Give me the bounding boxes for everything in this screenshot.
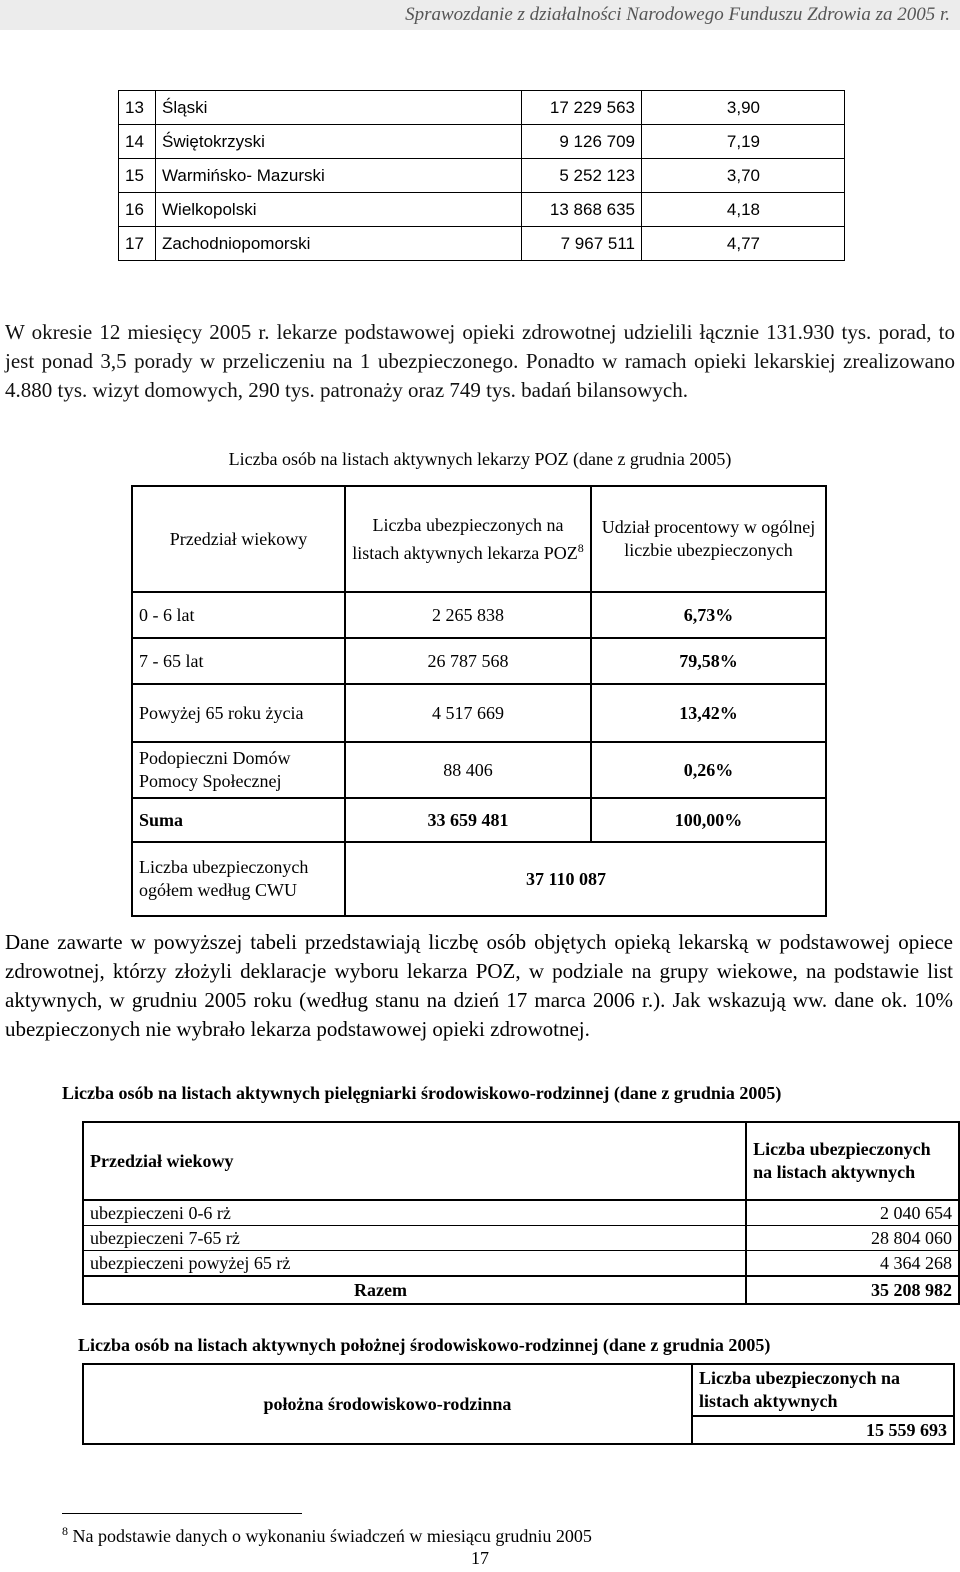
poz-sum-row xyxy=(132,798,826,842)
region-number: 16 xyxy=(119,193,156,227)
table-row xyxy=(119,227,845,261)
poz-header-share: Udział procentowy w ogólnej liczbie ubezpieczonych xyxy=(591,486,826,592)
region-name: Świętokrzyski xyxy=(156,125,522,159)
table-row xyxy=(132,638,826,684)
table-row xyxy=(119,193,845,227)
poz-share: 13,42% xyxy=(591,684,826,742)
header-title: Sprawozdanie z działalności Narodowego Funduszu Zdrowia za 2005 r. xyxy=(405,4,950,25)
poz-header-row xyxy=(132,486,826,592)
poz-cwu-label: Liczba ubezpieczonych ogółem według CWU xyxy=(132,842,345,916)
footnote-number: 8 xyxy=(62,1524,68,1538)
region-value: 7 967 511 xyxy=(522,227,642,261)
regions-table xyxy=(118,90,845,261)
table-row xyxy=(132,592,826,638)
table-row xyxy=(132,742,826,798)
nurse-header-row xyxy=(83,1122,959,1200)
region-number: 15 xyxy=(119,159,156,193)
nurse-age: ubezpieczeni powyżej 65 rż xyxy=(83,1251,746,1277)
table-row xyxy=(83,1226,959,1251)
poz-age: 0 - 6 lat xyxy=(132,592,345,638)
poz-header-count-text: Liczba ubezpieczonych na listach aktywnych lekarza POZ xyxy=(352,514,578,563)
poz-cwu-value: 37 110 087 xyxy=(345,842,826,916)
region-percent: 7,19 xyxy=(642,125,845,159)
poz-age: Powyżej 65 roku życia xyxy=(132,684,345,742)
paragraph-description: Dane zawarte w powyższej tabeli przedstawiają liczbę osób objętych opieką lekarską w podstawowej opiece zdrowotnej, którzy złożyli deklaracje wyboru lekarza POZ, w podziale na grupy wiekowe, na podstawie list aktywnych, w grudniu 2005 roku (według stanu na dzień 17 marca 2006 r.). Jak wskazują ww. dane ok. 10% ubezpieczonych nie wybrało lekarza podstawowej opieki zdrowotnej. xyxy=(5,930,953,1041)
nurse-table-title: Liczba osób na listach aktywnych pielęgniarki środowiskowo-rodzinnej (dane z grudnia 2005) xyxy=(62,1083,782,1103)
nurse-sum-label: Razem xyxy=(83,1276,746,1304)
poz-sum-label: Suma xyxy=(132,798,345,842)
region-value: 5 252 123 xyxy=(522,159,642,193)
region-value: 17 229 563 xyxy=(522,91,642,125)
paragraph-visits: W okresie 12 miesięcy 2005 r. lekarze podstawowej opieki zdrowotnej udzielili łącznie 131.930 tys. porad, to jest ponad 3,5 porady w przeliczeniu na 1 ubezpieczonego. Ponadto w ramach opieki lekarskiej zrealizowano 4.880 tys. wizyt domowych, 290 tys. patronaży oraz 749 tys. badań bilansowych. xyxy=(5,320,955,402)
poz-table-title: Liczba osób na listach aktywnych lekarzy POZ (dane z grudnia 2005) xyxy=(228,449,732,469)
table-row xyxy=(83,1200,959,1226)
footnote-divider xyxy=(62,1513,302,1514)
nurse-count: 2 040 654 xyxy=(746,1200,959,1226)
table-row xyxy=(132,684,826,742)
midwife-header: Liczba ubezpieczonych na listach aktywnych xyxy=(692,1364,954,1416)
nurse-count: 4 364 268 xyxy=(746,1251,959,1277)
poz-age: 7 - 65 lat xyxy=(132,638,345,684)
poz-count: 88 406 xyxy=(345,742,591,798)
region-name: Zachodniopomorski xyxy=(156,227,522,261)
footnote-ref: 8 xyxy=(577,540,584,555)
table-row xyxy=(119,159,845,193)
footnote xyxy=(62,1524,592,1547)
region-name: Śląski xyxy=(156,91,522,125)
poz-count: 2 265 838 xyxy=(345,592,591,638)
nurse-header-age: Przedział wiekowy xyxy=(83,1122,746,1200)
midwife-value: 15 559 693 xyxy=(692,1416,954,1444)
region-percent: 4,18 xyxy=(642,193,845,227)
region-number: 13 xyxy=(119,91,156,125)
nurse-table xyxy=(82,1121,960,1305)
region-number: 14 xyxy=(119,125,156,159)
page-header xyxy=(0,0,960,30)
region-name: Warmińsko- Mazurski xyxy=(156,159,522,193)
region-name: Wielkopolski xyxy=(156,193,522,227)
region-value: 9 126 709 xyxy=(522,125,642,159)
midwife-label: położna środowiskowo-rodzinna xyxy=(83,1364,692,1444)
poz-share: 79,58% xyxy=(591,638,826,684)
table-row xyxy=(119,91,845,125)
poz-header-count xyxy=(345,486,591,592)
table-row xyxy=(83,1251,959,1277)
region-percent: 4,77 xyxy=(642,227,845,261)
page-number: 17 xyxy=(471,1548,489,1568)
poz-table xyxy=(131,485,827,917)
poz-sum-share: 100,00% xyxy=(591,798,826,842)
nurse-age: ubezpieczeni 0-6 rż xyxy=(83,1200,746,1226)
poz-header-age: Przedział wiekowy xyxy=(132,486,345,592)
poz-count: 26 787 568 xyxy=(345,638,591,684)
nurse-count: 28 804 060 xyxy=(746,1226,959,1251)
table-row xyxy=(119,125,845,159)
poz-sum-count: 33 659 481 xyxy=(345,798,591,842)
region-value: 13 868 635 xyxy=(522,193,642,227)
poz-share: 6,73% xyxy=(591,592,826,638)
poz-age: Podopieczni Domów Pomocy Społecznej xyxy=(132,742,345,798)
region-number: 17 xyxy=(119,227,156,261)
footnote-text: Na podstawie danych o wykonaniu świadczeń w miesiącu grudniu 2005 xyxy=(72,1526,592,1546)
midwife-table xyxy=(82,1363,955,1445)
midwife-row xyxy=(83,1364,954,1416)
region-percent: 3,70 xyxy=(642,159,845,193)
nurse-age: ubezpieczeni 7-65 rż xyxy=(83,1226,746,1251)
nurse-sum-count: 35 208 982 xyxy=(746,1276,959,1304)
nurse-sum-row xyxy=(83,1276,959,1304)
nurse-header-count: Liczba ubezpieczonych na listach aktywnych xyxy=(746,1122,959,1200)
poz-share: 0,26% xyxy=(591,742,826,798)
poz-cwu-row xyxy=(132,842,826,916)
region-percent: 3,90 xyxy=(642,91,845,125)
poz-count: 4 517 669 xyxy=(345,684,591,742)
midwife-table-title: Liczba osób na listach aktywnych położnej środowiskowo-rodzinnej (dane z grudnia 2005) xyxy=(78,1335,771,1355)
